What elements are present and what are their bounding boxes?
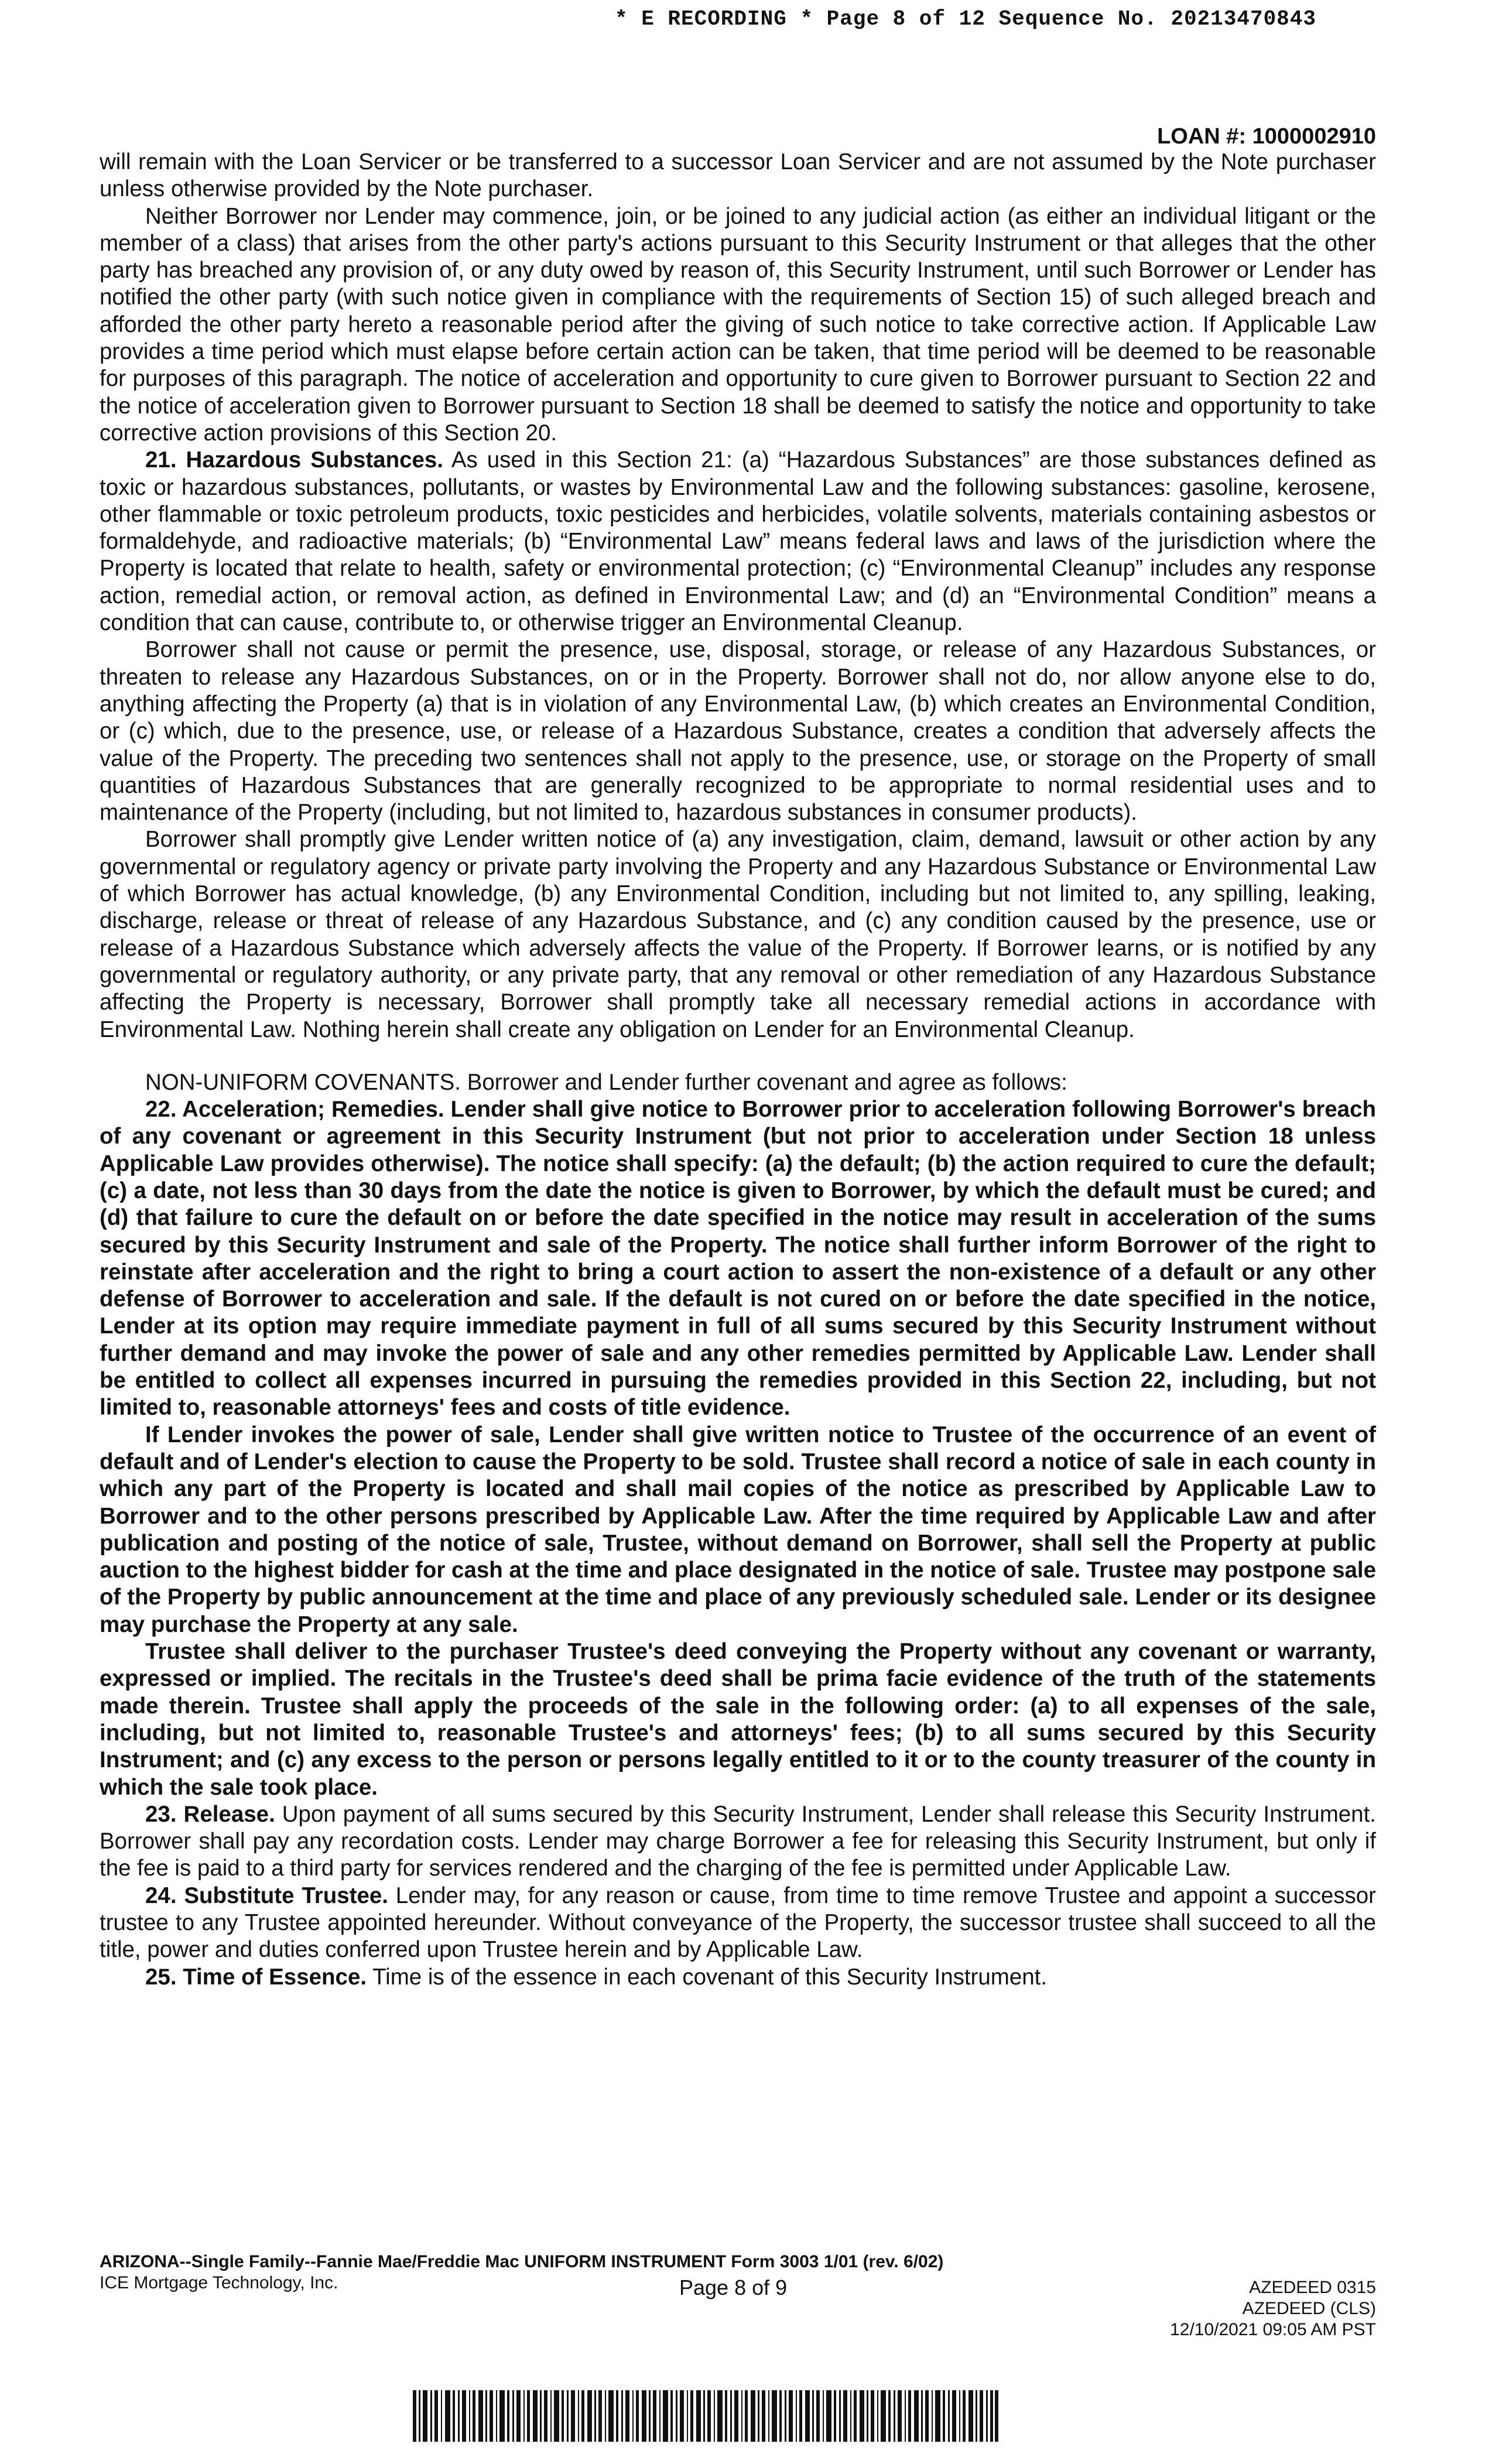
section-25 xyxy=(100,1964,1376,1991)
print-timestamp: 12/10/2021 09:05 AM PST xyxy=(1170,2320,1376,2339)
section-25-text: Time is of the essence in each covenant of this Security Instrument. xyxy=(367,1964,1048,1990)
section-21-text: As used in this Section 21: (a) “Hazardous Substances” are those substances defined as toxic or hazardous substances, pollutants, or wastes by Environmental Law and the following substances: gasoline, kerosene, other flammable or toxic petroleum products, toxic pesticides and herbicides, volatile solvents, materials containing asbestos or formaldehyde, and radioactive materials; (b) “Environmental Law” means federal laws and laws of the jurisdiction where the Property is located that relate to health, safety or environmental protection; (c) “Environmental Cleanup” includes any response action, remedial action, or removal action, as defined in Environmental Law; and (d) an “Environmental Condition” means a condition that can cause, contribute to, or otherwise trigger an Environmental Cleanup. xyxy=(100,447,1376,636)
form-code: AZEDEED 0315 xyxy=(1249,2278,1376,2297)
loan-number: LOAN #: 1000002910 xyxy=(1157,124,1376,149)
section-24 xyxy=(100,1883,1376,1964)
section-24-text: Lender may, for any reason or cause, from time to time remove Trustee and appoint a successor trustee to any Trustee appointed hereunder. Without conveyance of the Property, the successor trustee shall succeed to all the title, power and duties conferred upon Trustee herein and by Applicable Law. xyxy=(100,1883,1376,1963)
document-body xyxy=(100,149,1376,1991)
form-code-cls: AZEDEED (CLS) xyxy=(1242,2299,1376,2318)
form-identifier: ARIZONA--Single Family--Fannie Mae/Freddie Mac UNIFORM INSTRUMENT Form 3003 1/01 (rev. 6/02) xyxy=(100,2252,944,2271)
paragraph-judicial-action: Neither Borrower nor Lender may commence, join, or be joined to any judicial action (as either an individual litigant or the member of a class) that arises from the other party's actions pursuant to this Security Instrument or that alleges that the other party has breached any provision of, or any duty owed by reason of, this Security Instrument, until such Borrower or Lender has notified the other party (with such notice given in compliance with the requirements of Section 15) of such alleged breach and afforded the other party hereto a reasonable period after the giving of such notice to take corrective action. If Applicable Law provides a time period which must elapse before certain action can be taken, that time period will be deemed to be reasonable for purposes of this paragraph. The notice of acceleration and opportunity to cure given to Borrower pursuant to Section 22 and the notice of acceleration given to Borrower pursuant to Section 18 shall be deemed to satisfy the notice and opportunity to take corrective action provisions of this Section 20. xyxy=(100,203,1376,446)
paragraph-trustee-deed: Trustee shall deliver to the purchaser Trustee's deed conveying the Property without any covenant or warranty, expressed or implied. The recitals in the Trustee's deed shall be prima facie evidence of the truth of the statements made therein. Trustee shall apply the proceeds of the sale in the following order: (a) to all expenses of the sale, including, but not limited to, reasonable Trustee's and attorneys' fees; (b) to all sums secured by this Security Instrument; and (c) any excess to the person or persons legally entitled to it or to the county treasurer of the county in which the sale took place. xyxy=(100,1639,1376,1800)
paragraph-hazardous-presence: Borrower shall not cause or permit the presence, use, disposal, storage, or release of any Hazardous Substances, or threaten to release any Hazardous Substances, on or in the Property. Borrower shall not do, nor allow anyone else to do, anything affecting the Property (a) that is in violation of any Environmental Law, (b) which creates an Environmental Condition, or (c) which, due to the presence, use, or release of a Hazardous Substance, creates a condition that adversely affects the value of the Property. The preceding two sentences shall not apply to the presence, use, or storage on the Property of small quantities of Hazardous Substances that are generally recognized to be appropriate to normal residential uses and to maintenance of the Property (including, but not limited to, hazardous substances in consumer products). xyxy=(100,637,1376,826)
section-24-heading: 24. Substitute Trustee. xyxy=(145,1883,388,1908)
page-number: Page 8 of 9 xyxy=(679,2275,788,2299)
non-uniform-covenants: NON-UNIFORM COVENANTS. Borrower and Lender further covenant and agree as follows: xyxy=(145,1069,1067,1095)
paragraph-hazardous-notice: Borrower shall promptly give Lender written notice of (a) any investigation, claim, demand, lawsuit or other action by any governmental or regulatory agency or private party involving the Property and any Hazardous Substance or Environmental Law of which Borrower has actual knowledge, (b) any Environmental Condition, including but not limited to, any spilling, leaking, discharge, release or threat of release of any Hazardous Substance, and (c) any condition caused by the presence, use or release of a Hazardous Substance which adversely affects the value of the Property. If Borrower learns, or is notified by any governmental or regulatory authority, or any private party, that any removal or other remediation of any Hazardous Substance affecting the Property is necessary, Borrower shall promptly take all necessary remedial actions in accordance with Environmental Law. Nothing herein shall create any obligation on Lender for an Environmental Cleanup. xyxy=(100,827,1376,1042)
section-25-heading: 25. Time of Essence. xyxy=(145,1964,367,1990)
recording-header: * E RECORDING * Page 8 of 12 Sequence No. 20213470843 xyxy=(615,7,1316,31)
paragraph-power-of-sale: If Lender invokes the power of sale, Lender shall give written notice to Trustee of the occurrence of an event of default and of Lender's election to cause the Property to be sold. Trustee shall record a notice of sale in each county in which any part of the Property is located and shall mail copies of the notice as prescribed by Applicable Law to Borrower and to the other persons prescribed by Applicable Law. After the time required by Applicable Law and after publication and posting of the notice of sale, Trustee, without demand on Borrower, shall sell the Property at public auction to the highest bidder for cash at the time and place designated in the notice of sale. Trustee may postpone sale of the Property by public announcement at the time and place of any previously scheduled sale. Lender or its designee may purchase the Property at any sale. xyxy=(100,1422,1376,1637)
section-23-heading: 23. Release. xyxy=(145,1801,275,1827)
company-name: ICE Mortgage Technology, Inc. xyxy=(100,2273,338,2292)
barcode-image xyxy=(413,2390,998,2442)
section-21 xyxy=(100,447,1376,636)
section-23-text: Upon payment of all sums secured by this Security Instrument, Lender shall release this Security Instrument. Borrower shall pay any recordation costs. Lender may charge Borrower a fee for releasing this Security Instrument, but only if the fee is paid to a third party for services rendered and the charging of the fee is permitted under Applicable Law. xyxy=(100,1801,1376,1881)
paragraph-note-purchaser: will remain with the Loan Servicer or be transferred to a successor Loan Servicer and are not assumed by the Note purchaser unless otherwise provided by the Note purchaser. xyxy=(100,149,1376,202)
section-22: 22. Acceleration; Remedies. Lender shall give notice to Borrower prior to acceleration following Borrower's breach of any covenant or agreement in this Security Instrument (but not prior to acceleration under Section 18 unless Applicable Law provides otherwise). The notice shall specify: (a) the default; (b) the action required to cure the default; (c) a date, not less than 30 days from the date the notice is given to Borrower, by which the default must be cured; and (d) that failure to cure the default on or before the date specified in the notice may result in acceleration of the sums secured by this Security Instrument and sale of the Property. The notice shall further inform Borrower of the right to reinstate after acceleration and the right to bring a court action to assert the non-existence of a default or any other defense of Borrower to acceleration and sale. If the default is not cured on or before the date specified in the notice, Lender at its option may require immediate payment in full of all sums secured by this Security Instrument without further demand and may invoke the power of sale and any other remedies permitted by Applicable Law. Lender shall be entitled to collect all expenses incurred in pursuing the remedies provided in this Section 22, including, but not limited to, reasonable attorneys' fees and costs of title evidence. xyxy=(100,1097,1376,1421)
section-21-heading: 21. Hazardous Substances. xyxy=(145,447,444,473)
section-23 xyxy=(100,1801,1376,1883)
